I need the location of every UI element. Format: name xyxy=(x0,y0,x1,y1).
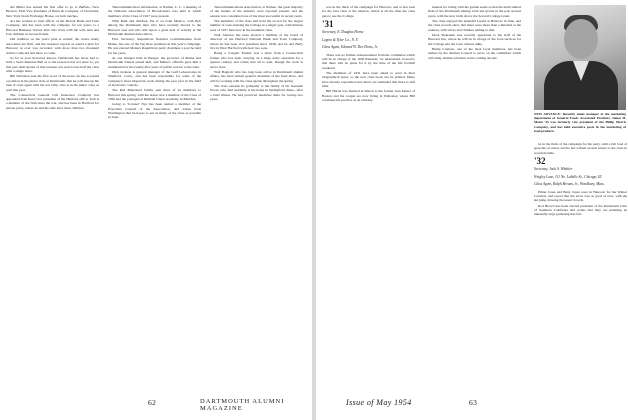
right-page xyxy=(316,0,628,420)
paragraph: Going to 'Colonel' Nye has been named a member of the Executive Council of the Association, and writes from Washington that he hopes to see as many of the class as possible in June. xyxy=(108,102,201,120)
paragraph: At one banquet held in Bangor, the governor of Maine and Dartmouth friends joined him, and Maine's officials gave him a testimonial for his twenty-five years of public service to the state. xyxy=(108,55,201,69)
page-number: 63 xyxy=(469,398,478,407)
page-number: 62 xyxy=(148,398,157,407)
paragraph: Walt Johnson has been elected a member of the board of directors of the Hartford National Bank and Trust Company, where he has been vice president since 1948, and he and Betty live in West Hartford with their two sons. xyxy=(210,32,303,51)
right-column-2 xyxy=(428,5,521,385)
paragraph: Being a 'Cripple' Farmer was a letter from a Connecticut farmer who has been carrying on a large dairy operation for a quarter century and writes that all is well, though the work is never done. xyxy=(210,51,303,69)
right-column-3 xyxy=(534,142,627,385)
paragraph: All Miller has earned his first offer to go to Buffalo, New Heaven. First Vice President of Bates & Company of Cleveland, New York Stock Exchange House, on both ranches. xyxy=(6,5,99,18)
paragraph: Old tradition on the year's plan is settled; the class's many associated are firm, and the treasurer reports as sound a plan for Hanover as ever was recorded, with more than two thousand dollars collected and more to come. xyxy=(6,37,99,55)
class-address: Legion & Tyler Co., N. Y. xyxy=(322,37,359,42)
magazine-title: DARTMOUTH ALUMNI MAGAZINE xyxy=(200,398,285,412)
paragraph: be in the thick of the campaign for his party, with a full load of speeches as usual, and he has written several letters to the class in recent months. xyxy=(534,142,627,155)
paragraph: Bill Davidson sent the first word of the news: he has accepted a position in the junior class at Dartmouth, that he will take up the task of class agent with his son Chip, who is in the junior class as well this year. xyxy=(6,74,99,92)
paragraph: The Connecticut General Life Insurance Company has appointed Tom Reed vice president of the Hartford office; Tom is a member of the firm since the war, and has been in Hartford for eleven years, where he and his wife have three children. xyxy=(6,92,99,110)
paragraph: The Red Blanchard family sent three of its members to Hanover this spring, with the eldest now a member of the Class of 1956 and the youngest at Kimball Union Academy in Meriden. xyxy=(108,88,201,102)
left-column-2 xyxy=(108,5,201,385)
paragraph: Deck Shanahan was recently appointed to the staff of the Hanover Inn, where he will be in charge of the food services for the College and the town visitors alike. xyxy=(428,32,521,46)
class-secretary: Secretary, E. Douglas Horne xyxy=(322,30,364,35)
left-column-1 xyxy=(6,5,99,385)
paragraph: Dick Jackson is general manager of the Gulf Laboratories in Stamford, Conn., and has been responsible for some of the company's most important work during the past year in the field of electronic controls. xyxy=(108,69,201,88)
paragraph: With Ruth and children, Pat is on from Mexico, with Bob among the Dartmouth men who have recently moved to the Hanover area and who still report a great deal of activity in the Dartmouth Alumni Association. xyxy=(108,18,201,37)
photo-caption: NEW ADVANCE: Recently made manager of the marketing department of General Foods Associated Products, James H. Mann '35 was formerly vice president of the Philip Morris Company, and has held executive posts in the marketing of food products. xyxy=(534,112,626,133)
paragraph: Elmer Jones and Betty Jones were in Hanover for the Winter Carnival, and report that the snow was as good as ever, with the ski jump drawing the usual crowds. xyxy=(534,189,627,203)
paragraph: The class extends its sympathy to the family of Dr. Kenneth Wood, who died suddenly at his home in Springfield, Mass., after a brief illness. He had practiced medicine there for twenty-two years. xyxy=(210,83,303,102)
paragraph: Telecommunication information, at Nathan, L. I., a meeting of the National Association of Broadcasters was held at which members of the Class of 1927 were present. xyxy=(108,5,201,18)
paragraph: was in the thick of the campaign for Hanover, and at last look for the best class at the reunion, which is all the time the class gets to see the College. xyxy=(322,5,415,18)
class-year-heading: '32 xyxy=(534,156,546,167)
paragraph: Bill Harris was married in March to the former Jean Parker of Boston and the couple are now living in Wellesley, where Bill continues his practice as an attorney. xyxy=(322,89,415,103)
paragraph: There was no further announcement from the committee which will be in charge of the 1956 Reunion; we understand, however, that there will be plans for it by the time of the fall football weekend. xyxy=(322,52,415,70)
paragraph: Telecommunications Association, at Nathan, the great majority of the leaders of the industry were reported present, and the session was considered one of the most successful in recent years. xyxy=(210,5,303,18)
paragraph: So far as your Secretary knows, Dartmouth has never had to hold a Sears Reunion Bell as to the reason it has not done so; yet this past term sparks of that reunion ran well across half the class with a single letter. xyxy=(6,55,99,74)
paragraph: Rod Brown has been elected president of the Dartmouth Club of Southern California and writes that they are planning an unusually large gathering this fall. xyxy=(534,203,627,217)
paragraph: The members of the class still hold the record for the largest number of sons entering the College in a single year, with thirteen sons of 1927 men now in the freshman class. xyxy=(210,18,303,32)
left-column-3 xyxy=(210,5,303,385)
paragraph: Walt Bagnall, who has long been active in Dartmouth alumni affairs, has been named general chairman of the fund drive, and will be working with the class agents throughout the spring. xyxy=(210,69,303,83)
class-agent: Class Agent, Ralph Bevans, Jr., Woodbury, Mass. xyxy=(534,182,605,187)
class-secretary: Secretary, Jack A. Whittier xyxy=(534,167,573,172)
class-agent: Class Agent, Edward W. Dee Dows, Jr. xyxy=(322,45,378,50)
paragraph: The members of 1931 have been asked to send in their biographical notes, so the new class book can be printed. Many have already responded and others are reminded that there is still time. xyxy=(322,70,415,89)
class-address: Wrigley Lane, 111 No. LaSalle St., Chicago, Ill. xyxy=(534,174,603,179)
paragraph: interest for riding with his garden seeds as that the horticultural field of the Dartmouth Outing Club has grown in the past several years, with the new trails above the Second College Grant. xyxy=(428,5,521,18)
class-year-heading: '31 xyxy=(322,19,334,30)
right-column-1 xyxy=(322,5,415,385)
portrait-photo xyxy=(534,5,626,110)
paragraph: First Secretary: Republican National Committeeman from Maine, has one of the big three positions in this year's campaign. He was elected Maine's Republican party chairman, a post he held for ten years. xyxy=(108,37,201,55)
issue-date: Issue of May 1954 xyxy=(346,398,412,407)
paragraph: Hamp Coulson, one of the most loyal members, has been named by the Alumni Council to serve on the committee which will study alumni activities in the coming decade. xyxy=(428,46,521,60)
paragraph: The class enjoyed the splendid Lasted at Hanover in June, and the class records show that there were more than a hundred at the reunion, with wives and children adding to that. xyxy=(428,18,521,32)
paragraph: Art has worked as trust officer of the Detroit Bank and Trust Company, and has been with the company for ten years; is a Harvard Business School man who lives with his wife Ann and four children in Grosse Pointe. xyxy=(6,18,99,37)
left-page xyxy=(0,0,312,420)
